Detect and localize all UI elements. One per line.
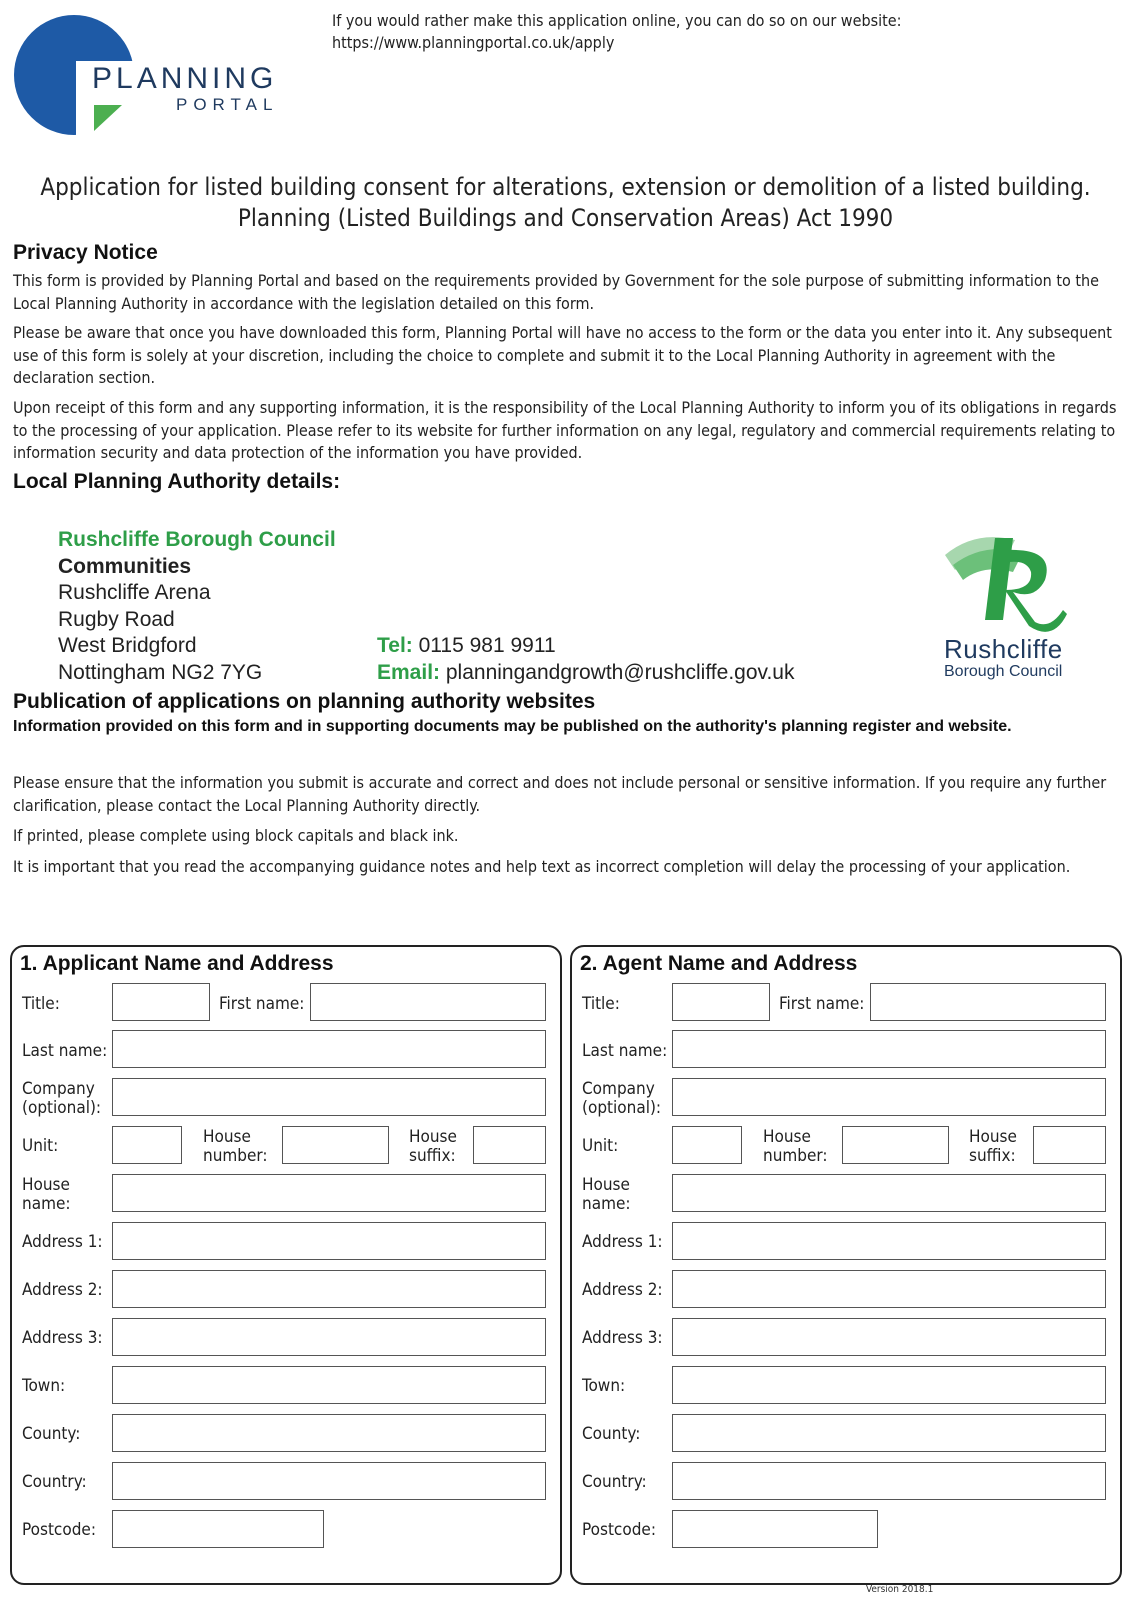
postcode-label: Postcode:: [22, 1520, 96, 1540]
agent-town-input[interactable]: [672, 1366, 1106, 1404]
applicant-address1-input[interactable]: [112, 1222, 546, 1260]
first-name-label: First name:: [219, 994, 305, 1014]
lpa-contact: [377, 633, 794, 686]
privacy-paragraph-2: Please be aware that once you have downloaded this form, Planning Portal will have no access to the form or the data you enter into it. Any subsequent use of this form is solely at your discretion, including the choice to complete and submit it to the Local Planning Authority in agreement with the declaration section.: [13, 323, 1112, 387]
applicant-county-input[interactable]: [112, 1414, 546, 1452]
online-notice-url[interactable]: https://www.planningportal.co.uk/apply: [332, 33, 615, 52]
agent-last-name-input[interactable]: [672, 1030, 1106, 1068]
agent-house-name-input[interactable]: [672, 1174, 1106, 1212]
applicant-address2-input[interactable]: [112, 1270, 546, 1308]
publication-heading: Publication of applications on planning authority websites: [13, 690, 596, 713]
form-title: [0, 172, 1131, 234]
address1-label: Address 1:: [582, 1232, 663, 1252]
council-logo-sub: Borough Council: [944, 663, 1063, 680]
unit-label: Unit:: [22, 1136, 59, 1156]
applicant-house-suffix-input[interactable]: [473, 1126, 546, 1164]
applicant-house-number-input[interactable]: [282, 1126, 389, 1164]
agent-title-input[interactable]: [672, 983, 770, 1021]
agent-house-number-input[interactable]: [842, 1126, 949, 1164]
house-name-label-line1: House: [22, 1175, 70, 1195]
agent-section-title: 2. Agent Name and Address: [580, 952, 858, 975]
agent-address1-input[interactable]: [672, 1222, 1106, 1260]
county-label: County:: [22, 1424, 81, 1444]
house-name-label: [22, 1176, 71, 1214]
lpa-address-line: West Bridgford: [58, 634, 197, 657]
company-label: [22, 1080, 101, 1118]
country-label: Country:: [22, 1472, 87, 1492]
first-name-label: First name:: [779, 994, 865, 1014]
house-suffix-label-line2: suffix:: [409, 1146, 456, 1166]
publication-paragraph-1: Please ensure that the information you submit is accurate and correct and does not include personal or sensitive information. If you require any further clarification, please contact the Local Planning Authority directly.: [13, 773, 1107, 815]
house-suffix-label-line2: suffix:: [969, 1146, 1016, 1166]
lpa-department: Communities: [58, 554, 192, 578]
company-label-line2: (optional):: [22, 1098, 102, 1118]
privacy-paragraph-1: This form is provided by Planning Portal and based on the requirements provided by Government for the sole purpose of submitting information to the Local Planning Authority in accordance with the legislation detailed on this form.: [13, 271, 1099, 313]
title-label: Title:: [22, 994, 60, 1014]
house-number-label-line2: number:: [763, 1146, 828, 1166]
privacy-paragraph-3: Upon receipt of this form and any supporting information, it is the responsibility of the Local Planning Authority to inform you of its obligations in regards to the processing of your application. Please refer to its website for further information on any legal, regulatory and commercial requirements relating to information security and data protection of the information you have provided.: [13, 398, 1117, 462]
agent-house-suffix-input[interactable]: [1033, 1126, 1106, 1164]
address3-label: Address 3:: [22, 1328, 103, 1348]
house-suffix-label-line1: House: [409, 1127, 457, 1147]
publication-paragraph-2: If printed, please complete using block capitals and black ink.: [13, 826, 459, 845]
applicant-company-input[interactable]: [112, 1078, 546, 1116]
applicant-section: [10, 945, 562, 1585]
house-number-label-line1: House: [763, 1127, 811, 1147]
applicant-town-input[interactable]: [112, 1366, 546, 1404]
house-number-label: [763, 1128, 828, 1166]
house-number-label: [203, 1128, 268, 1166]
online-notice: [332, 10, 901, 54]
town-label: Town:: [22, 1376, 66, 1396]
country-label: Country:: [582, 1472, 647, 1492]
form-title-line2: Planning (Listed Buildings and Conservation Areas) Act 1990: [237, 204, 894, 232]
unit-label: Unit:: [582, 1136, 619, 1156]
address2-label: Address 2:: [22, 1280, 103, 1300]
privacy-heading: Privacy Notice: [13, 241, 158, 264]
house-name-label-line2: name:: [582, 1194, 631, 1214]
logo-word-portal: PORTAL: [176, 95, 279, 114]
email-label: Email:: [377, 660, 441, 684]
applicant-section-title: 1. Applicant Name and Address: [20, 952, 334, 975]
agent-first-name-input[interactable]: [870, 983, 1106, 1021]
agent-country-input[interactable]: [672, 1462, 1106, 1500]
house-number-label-line1: House: [203, 1127, 251, 1147]
agent-address3-input[interactable]: [672, 1318, 1106, 1356]
house-name-label-line1: House: [582, 1175, 630, 1195]
company-label-line1: Company: [22, 1079, 95, 1099]
lpa-address-line: Rugby Road: [58, 607, 175, 631]
lpa-address-line: Rushcliffe Arena: [58, 581, 211, 604]
house-name-label-line2: name:: [22, 1194, 71, 1214]
rushcliffe-logo-text: [944, 635, 1063, 681]
title-label: Title:: [582, 994, 620, 1014]
company-label: [582, 1080, 661, 1118]
house-suffix-label: [409, 1128, 457, 1166]
agent-company-input[interactable]: [672, 1078, 1106, 1116]
applicant-address3-input[interactable]: [112, 1318, 546, 1356]
agent-county-input[interactable]: [672, 1414, 1106, 1452]
applicant-country-input[interactable]: [112, 1462, 546, 1500]
applicant-title-input[interactable]: [112, 983, 210, 1021]
house-suffix-label-line1: House: [969, 1127, 1017, 1147]
tel-label: Tel:: [377, 634, 413, 657]
address1-label: Address 1:: [22, 1232, 103, 1252]
company-label-line2: (optional):: [582, 1098, 662, 1118]
agent-address2-input[interactable]: [672, 1270, 1106, 1308]
publication-paragraph-3: It is important that you read the accompanying guidance notes and help text as incorrect completion will delay the processing of your application.: [13, 857, 1071, 876]
version-label: Version 2018.1: [866, 1584, 934, 1595]
town-label: Town:: [582, 1376, 626, 1396]
lpa-address-block: [58, 527, 336, 686]
email-value[interactable]: planningandgrowth@rushcliffe.gov.uk: [445, 660, 795, 684]
applicant-unit-input[interactable]: [112, 1126, 182, 1164]
agent-unit-input[interactable]: [672, 1126, 742, 1164]
last-name-label: Last name:: [22, 1041, 108, 1061]
publication-notice: Information provided on this form and in supporting documents may be published on the authority's planning register and website.: [13, 718, 1012, 735]
form-title-line1: Application for listed building consent for alterations, extension or demolition of a listed building.: [40, 173, 1091, 201]
lpa-name: Rushcliffe Borough Council: [58, 528, 336, 551]
address2-label: Address 2:: [582, 1280, 663, 1300]
house-number-label-line2: number:: [203, 1146, 268, 1166]
company-label-line1: Company: [582, 1079, 655, 1099]
agent-section: [570, 945, 1122, 1585]
postcode-label: Postcode:: [582, 1520, 656, 1540]
last-name-label: Last name:: [582, 1041, 668, 1061]
lpa-heading: Local Planning Authority details:: [13, 470, 341, 493]
county-label: County:: [582, 1424, 641, 1444]
logo-word-planning: PLANNING: [92, 62, 278, 95]
lpa-address-line: Nottingham NG2 7YG: [58, 660, 263, 684]
applicant-postcode-input[interactable]: [112, 1510, 324, 1548]
applicant-last-name-input[interactable]: [112, 1030, 546, 1068]
agent-postcode-input[interactable]: [672, 1510, 878, 1548]
planning-portal-wordmark: [92, 64, 278, 116]
tel-value: 0115 981 9911: [418, 634, 556, 657]
online-notice-text: If you would rather make this application online, you can do so on our website:: [332, 11, 902, 30]
house-suffix-label: [969, 1128, 1017, 1166]
applicant-house-name-input[interactable]: [112, 1174, 546, 1212]
address3-label: Address 3:: [582, 1328, 663, 1348]
council-logo-name: Rushcliffe: [944, 634, 1063, 664]
house-name-label: [582, 1176, 631, 1214]
applicant-first-name-input[interactable]: [310, 983, 546, 1021]
